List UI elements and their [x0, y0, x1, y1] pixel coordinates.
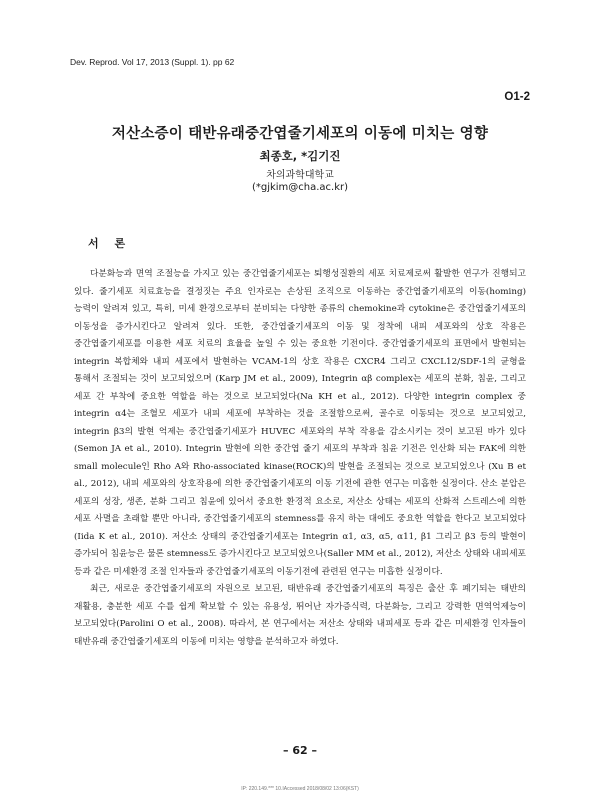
paragraph-2: 최근, 새로운 중간엽줄기세포의 자원으로 보고된, 태반유래 중간엽줄기세포의 특징은 출산 후 폐기되는 태반의 재활용, 충분한 세포 수를 쉽게 확보할 수 있는 유용성, 뛰어난 자가증식력, 다분화능, 그리고 강력한 면역억제능이 보고되었다(Parolini O et al., 2008). 따라서, 본 연구에서는 저산소 상태와 내피세포 등과 같은 미세환경 인자들이 태반유래 중간엽줄기세포의 이동에 미치는 영향을 분석하고자 하였다. — [74, 584, 526, 647]
body-text — [74, 266, 526, 651]
page-number: – 62 – — [283, 744, 317, 757]
corresponding-email: (*gjkim@cha.ac.kr) — [251, 182, 349, 193]
abstract-code: O1-2 — [504, 91, 530, 103]
authors: 최종호, *김기진 — [259, 149, 341, 163]
affiliation: 차의과학대학교 — [266, 170, 334, 181]
section-heading: 서 론 — [88, 237, 132, 250]
paper-title: 저산소증이 태반유래중간엽줄기세포의 이동에 미치는 영향 — [111, 126, 489, 142]
paragraph-1: 다분화능과 면역 조절능을 가지고 있는 중간엽줄기세포는 퇴행성질환의 세포 치료제로써 활발한 연구가 진행되고 있다. 줄기세포 치료효능을 결정짓는 주요 인자로는 손상된 조직으로 이동하는 중간엽줄기세포의 이동(homing) 능력이 알려져 있고, 특히, 미세 환경으로부터 분비되는 다양한 종류의 chemokine과 cytokine은 중간엽줄기세포의 이동성을 증가시킨다고 알려져 있다. 또한, 중간엽줄기세포의 이동 및 정착에 내피 세포와의 상호 작용은 중간엽줄기세포를 이용한 세포 치료의 효율을 높일 수 있는 중요한 기전이다. 중간엽줄기세포의 표면에서 발현되는 integrin 복합체와 내피 세포에서 발현하는 VCAM-1의 상호 작용은 CXCR4 그리고 CXCL12/SDF-1의 균형을 통해서 조절되는 것이 보고되었으며 (Karp JM et al., 2009), Integrin αβ complex는 세포의 분화, 침윤, 그리고 세포 간 부착에 중요한 역할을 하는 것으로 보고되었다(Na KH et al., 2012). 다양한 integrin complex 중 integrin α4는 조혈모 세포가 내피 세포에 부착하는 것을 조절함으로써, 골수로 이동되는 것으로 보고되었고, integrin β3의 발현 억제는 중간엽줄기세포가 HUVEC 세포와의 부착 작용을 감소시키는 것이 보고된 바가 있다(Semon JA et al., 2010). Integrin 발현에 의한 중간엽 줄기 세포의 부착과 침윤 기전은 인산화 되는 FAK에 의한 small molecule인 Rho A와 Rho-associated kinase(ROCK)의 발현을 조절되는 것으로 보고되었으나 (Xu B et al., 2012), 내피 세포와의 상호작용에 의한 중간엽줄기세포의 이동 기전에 관한 연구는 미흡한 실정이다. 산소 분압은 세포의 성장, 생존, 분화 그리고 침윤에 있어서 중요한 환경적 요소로, 저산소 상태는 세포의 산화적 스트레스에 의한 세포 사멸을 초래할 뿐만 아니라, 중간엽줄기세포의 stemness를 유지 하는 대에도 중요한 역할을 한다고 보고되었다(Iida K et al., 2010). 저산소 상태의 중간엽줄기세포는 Integrin α1, α3, α5, α11, β1 그리고 β3 등의 발현이 증가되어 침윤능은 물론 stemness도 증가시킨다고 보고되었으나(Saller MM et al., 2012), 저산소 상태와 내피세포 등과 같은 미세환경 조절 인자들과 중간엽줄기세포의 이동기전에 관련된 연구는 미흡한 실정이다. — [74, 269, 526, 577]
journal-citation: Dev. Reprod. Vol 17, 2013 (Suppl. 1). pp 62 — [70, 57, 235, 67]
download-footer: IP: 220.149.*** 10.IAccessed 2018/08/02 13:06(KST) — [241, 786, 359, 792]
